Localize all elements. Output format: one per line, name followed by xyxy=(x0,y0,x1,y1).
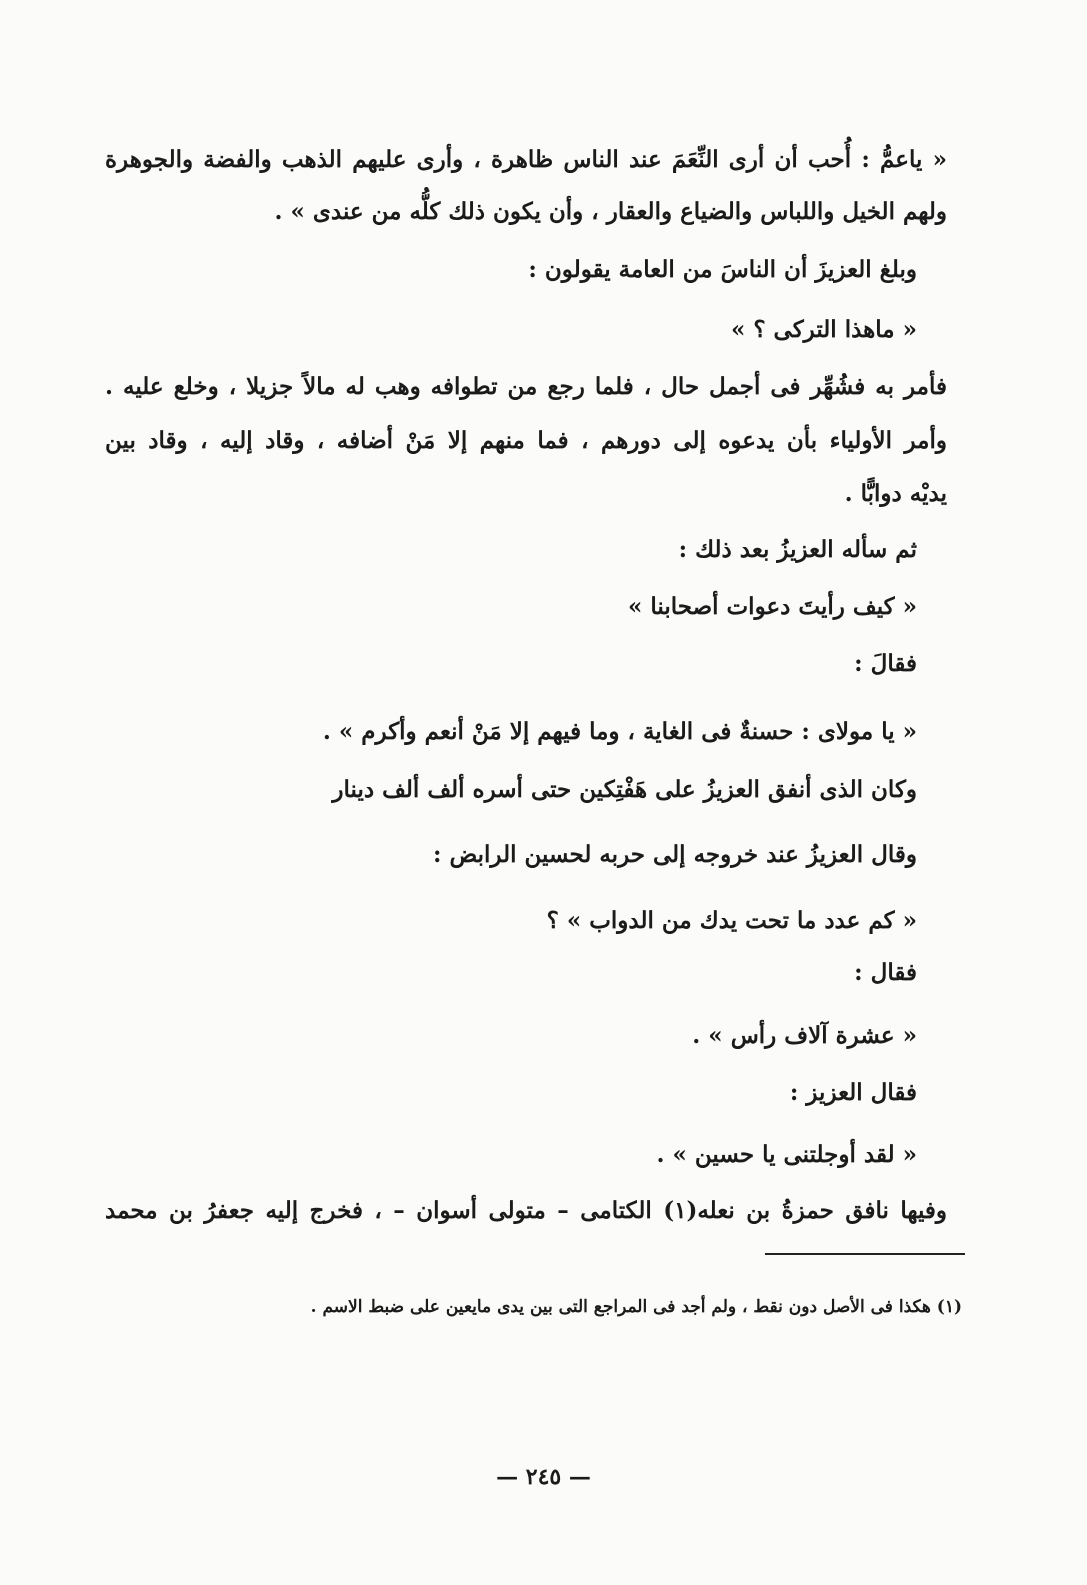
text-line-8: ثم سأله العزيزُ بعد ذلك : xyxy=(678,536,917,563)
text-line-16: « عشرة آلاف رأس » . xyxy=(692,1022,917,1049)
text-line-3: وبلغ العزيزَ أن الناسَ من العامة يقولون : xyxy=(528,256,917,283)
footnote: (١) هكذا فى الأصل دون نقط ، ولم أجد فى المراجع التى بين يدى مايعين على ضبط الاسم . xyxy=(310,1297,962,1317)
text-line-9: « كيف رأيتَ دعوات أصحابنا » xyxy=(628,593,917,620)
text-line-1: « ياعمُّ : أُحب أن أرى النِّعَمَ عند الناس ظاهرة ، وأرى عليهم الذهب والفضة والجوهرة xyxy=(105,146,947,173)
page-number: — ٢٤٥ — xyxy=(496,1464,591,1490)
text-line-15: فقال : xyxy=(854,959,917,986)
text-line-17: فقال العزيز : xyxy=(789,1079,917,1106)
text-line-12: وكان الذى أنفق العزيزُ على هَفْتِكين حتى أسره ألف ألف دينار xyxy=(332,776,917,803)
text-line-4: « ماهذا التركى ؟ » xyxy=(730,316,917,343)
text-line-7: يديْه دوابًّا . xyxy=(844,480,947,507)
text-line-6: وأمر الأولياء بأن يدعوه إلى دورهم ، فما منهم إلا مَنْ أضافه ، وقاد إليه ، وقاد بين xyxy=(105,427,947,454)
text-line-14: « كم عدد ما تحت يدك من الدواب » ؟ xyxy=(546,907,917,934)
text-line-18: « لقد أوجلتنى يا حسين » . xyxy=(656,1141,917,1168)
text-line-5: فأمر به فشُهِّر فى أجمل حال ، فلما رجع من تطوافه وهب له مالاً جزيلا ، وخلع عليه . xyxy=(105,373,947,400)
text-line-19: وفيها نافق حمزةُ بن نعله(١) الكتامى – متولى أسوان – ، فخرج إليه جعفرُ بن محمد xyxy=(105,1197,948,1224)
text-line-2: ولهم الخيل واللباس والضياع والعقار ، وأن يكون ذلك كلُّه من عندى » . xyxy=(274,198,947,225)
text-line-10: فقالَ : xyxy=(854,650,917,677)
text-line-13: وقال العزيزُ عند خروجه إلى حربه لحسين الرابض : xyxy=(432,841,917,868)
footnote-separator xyxy=(765,1253,965,1255)
text-line-11: « يا مولاى : حسنةٌ فى الغاية ، وما فيهم إلا مَنْ أنعم وأكرم » . xyxy=(322,718,917,745)
